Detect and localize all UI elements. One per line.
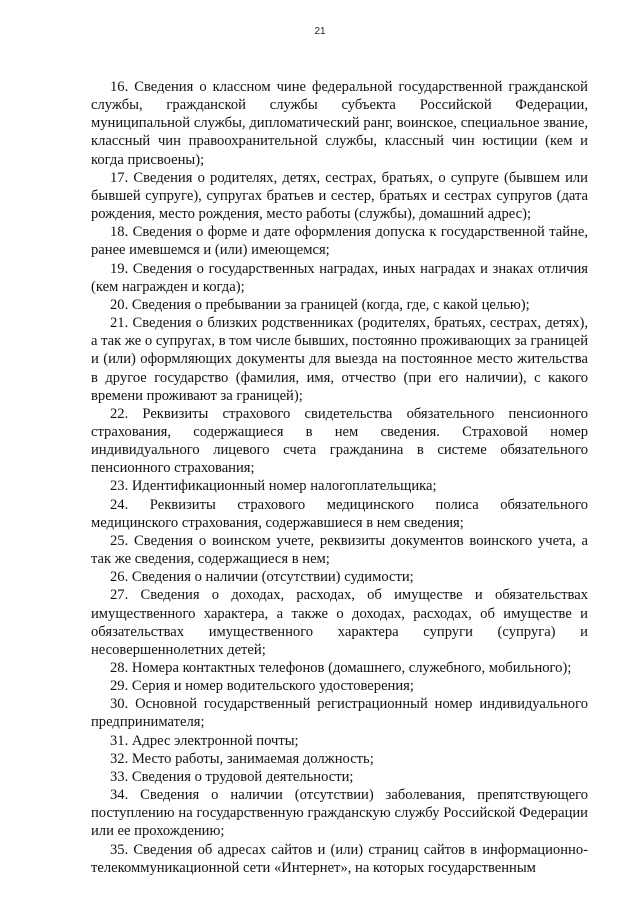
list-item-19: 19. Сведения о государственных наградах, иных наградах и знаках отличия (кем награжден и когда); (91, 260, 588, 295)
list-item-18: 18. Сведения о форме и дате оформления допуска к государственной тайне, ранее имевшемся и (или) имеющемся; (91, 224, 588, 259)
list-item-16: 16. Сведения о классном чине федеральной государственной гражданской службы, гражданской службы субъекта Российской Федерации, муниципальной службы, дипломатический ранг, воинское, специальное звание, классный чин правоохранительной службы, классный чин юстиции (кем и когда присвоены); (91, 79, 588, 168)
page-number: 21 (314, 26, 326, 37)
list-item-23: 23. Идентификационный номер налогоплательщика; (110, 478, 437, 495)
list-item-31: 31. Адрес электронной почты; (110, 732, 299, 749)
list-item-29: 29. Серия и номер водительского удостоверения; (110, 678, 414, 695)
list-item-33: 33. Сведения о трудовой деятельности; (110, 768, 354, 785)
list-item-21: 21. Сведения о близких родственниках (родителях, братьях, сестрах, детях), а так же о супругах, в том числе бывших, постоянно проживающих за границей и (или) оформляющих документы для выезда на постоянное место жительства в другое государство (фамилия, имя, отчество (при его наличии), с какого времени проживают за границей); (91, 315, 588, 404)
list-item-20: 20. Сведения о пребывании за границей (когда, где, с какой целью); (110, 296, 530, 313)
list-item-25: 25. Сведения о воинском учете, реквизиты документов воинского учета, а так же сведения, содержащиеся в нем; (91, 532, 588, 568)
list-item-35: 35. Сведения об адресах сайтов и (или) страниц сайтов в информационно-телекоммуникационной сети «Интернет», на которых государственным (91, 841, 588, 876)
list-item-24: 24. Реквизиты страхового медицинского полиса обязательного медицинского страхования, содержавшиеся в нем сведения; (91, 496, 588, 531)
list-item-30: 30. Основной государственный регистрационный номер индивидуального предпринимателя; (91, 696, 588, 731)
list-item-32: 32. Место работы, занимаемая должность; (110, 750, 374, 767)
list-item-22: 22. Реквизиты страхового свидетельства обязательного пенсионного страхования, содержащиеся в нем сведения. Страховой номер индивидуального лицевого счета гражданина в системе обязательного пенсионного страхования; (91, 405, 588, 477)
list-item-34: 34. Сведения о наличии (отсутствии) заболевания, препятствующего поступлению на государственную гражданскую службу Российской Федерации или ее прохождению; (91, 787, 588, 840)
list-item-17: 17. Сведения о родителях, детях, сестрах, братьях, о супруге (бывшем или бывшей супруге), супругах братьев и сестер, братьях и сестрах супругов (дата рождения, место рождения, место работы (службы), домашний адрес); (91, 169, 588, 223)
list-item-27: 27. Сведения о доходах, расходах, об имуществе и обязательствах имущественного характера, а также о доходах, расходах, об имуществе и обязательствах имущественного характера супруги (супруга) и несовершеннолетних детей; (91, 587, 588, 658)
list-item-28: 28. Номера контактных телефонов (домашнего, служебного, мобильного); (110, 660, 572, 676)
list-item-26: 26. Сведения о наличии (отсутствии) судимости; (110, 569, 414, 586)
document-body (91, 78, 588, 877)
